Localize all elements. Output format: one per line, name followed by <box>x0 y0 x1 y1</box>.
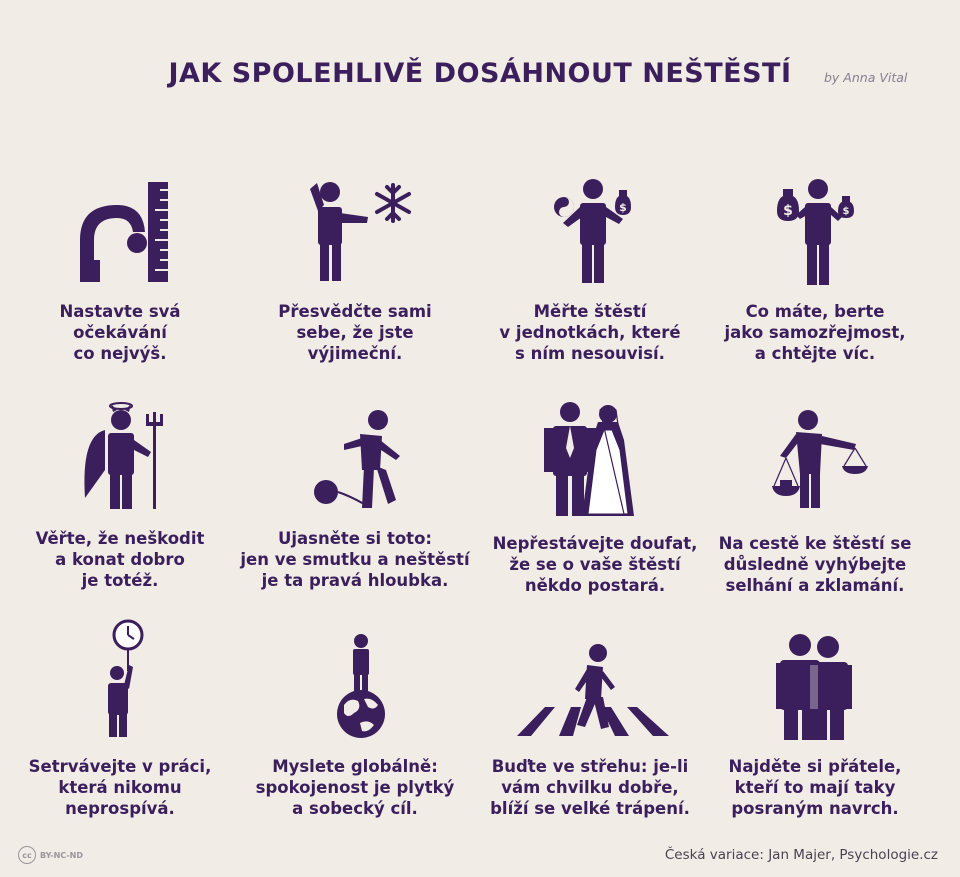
tip-caption-10: Myslete globálně: spokojenost je plytký a sobecký cíl. <box>255 757 455 818</box>
bent-person-ruler-icon <box>5 165 235 290</box>
person-two-moneybags-icon <box>700 165 930 290</box>
creative-commons-icon: cc <box>18 846 36 864</box>
svg-text:$: $ <box>842 206 850 217</box>
person-scales-icon <box>700 400 930 510</box>
person-snowflake-icon <box>240 165 470 290</box>
tip-caption-3: Měřte štěstí v jednotkách, které s ním nesouvisí. <box>499 302 681 363</box>
byline: by Anna Vital <box>824 70 908 85</box>
tip-caption-11: Buďte ve střehu: je-li vám chvilku dobře, blíží se velké trápení. <box>490 757 690 818</box>
person-hanging-clock-icon <box>5 615 235 740</box>
angel-devil-icon <box>5 400 235 510</box>
two-friends-icon <box>700 615 930 740</box>
tip-caption-5: Věřte, že neškodit a konat dobro je totéž. <box>35 529 205 590</box>
credit: Česká variace: Jan Majer, Psychologie.cz <box>664 847 938 863</box>
tip-caption-8: Na cestě ke štěstí se důsledně vyhýbejte selhání a zklamání. <box>718 534 912 595</box>
person-ball-chain-icon <box>240 400 470 510</box>
tip-caption-12: Najděte si přátele, kteří to mají taky posraným navrch. <box>728 757 902 818</box>
svg-text:$: $ <box>619 201 627 214</box>
person-yinyang-moneybag-icon <box>475 165 705 290</box>
tip-caption-6: Ujasněte si toto: jen ve smutku a neštěstí je ta pravá hloubka. <box>240 529 470 590</box>
tip-caption-1: Nastavte svá očekávání co nejvýš. <box>59 302 181 363</box>
svg-text:$: $ <box>783 203 793 219</box>
tip-caption-9: Setrvávejte v práci, která nikomu neprospívá. <box>28 757 212 818</box>
groom-bride-icon <box>480 400 710 520</box>
license-text: BY-NC-ND <box>40 850 84 860</box>
tip-caption-4: Co máte, berte jako samozřejmost, a chtějte víc. <box>724 302 906 363</box>
tip-caption-2: Přesvědčte sami sebe, že jste výjimeční. <box>278 302 432 363</box>
page-title: JAK SPOLEHLIVĚ DOSÁHNOUT NEŠTĚSTÍ <box>168 58 792 89</box>
person-on-globe-icon <box>240 615 470 740</box>
person-crosswalk-icon <box>475 615 705 740</box>
license-badge <box>18 846 83 864</box>
tip-caption-7: Nepřestávejte doufat, že se o vaše štěstí někdo postará. <box>492 534 698 595</box>
